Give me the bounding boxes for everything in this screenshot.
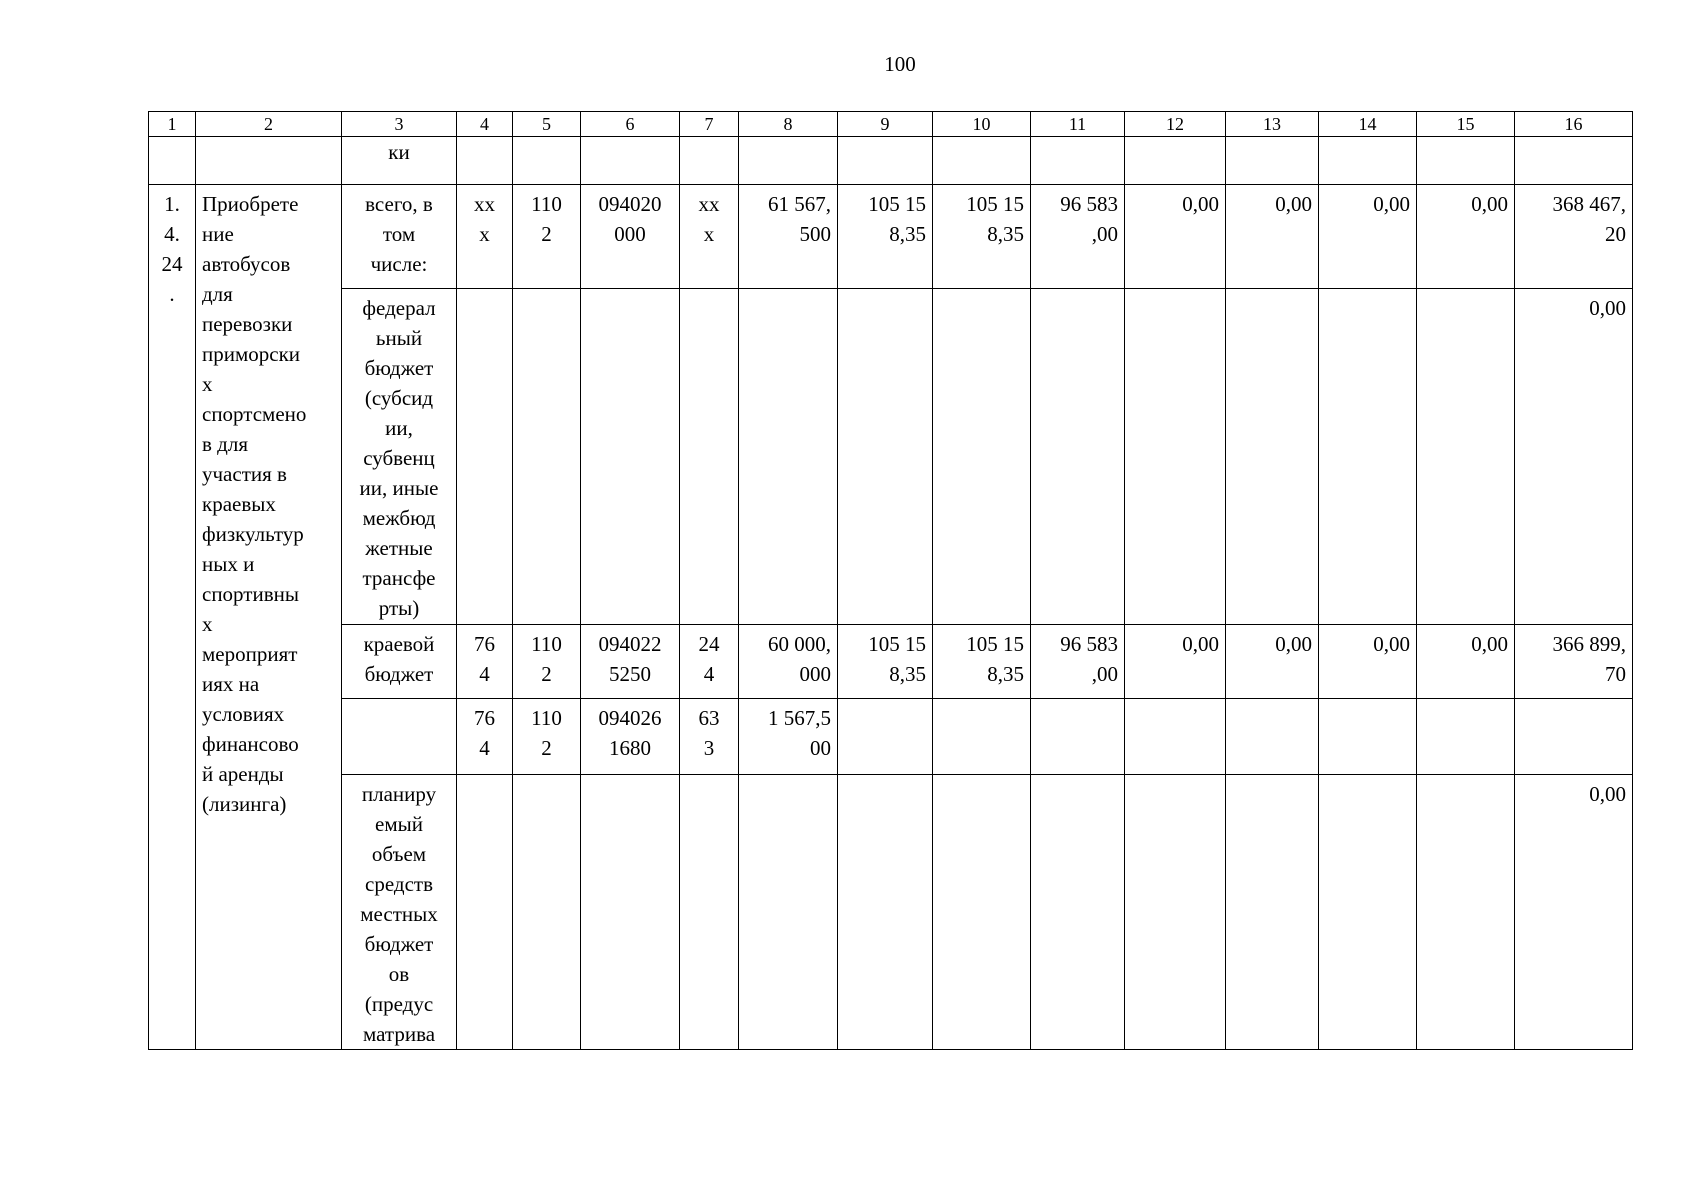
cell-target-code [581,775,680,1050]
column-header: 9 [838,112,933,137]
cell-value: 0,00 [1319,185,1417,289]
table-row [149,289,1633,625]
continuation-row [149,137,1633,185]
cell-value [838,289,933,625]
cell-value [739,775,838,1050]
cell-value [838,775,933,1050]
cell-value: 0,00 [1417,625,1515,699]
cell-value: 105 15 8,35 [838,185,933,289]
column-header: 16 [1515,112,1633,137]
cell-target-code: 094026 1680 [581,699,680,775]
cell-value: 105 15 8,35 [838,625,933,699]
column-header: 5 [513,112,581,137]
cell-expense-type: 63 3 [680,699,739,775]
cell-ministry-code [457,775,513,1050]
cell-value [1319,699,1417,775]
cell-expense-type [680,289,739,625]
cell-total [1515,699,1633,775]
cell-value: 60 000, 000 [739,625,838,699]
column-header: 8 [739,112,838,137]
cell-value [1417,699,1515,775]
cell-value [1125,289,1226,625]
column-header: 4 [457,112,513,137]
cell-value: 0,00 [1226,185,1319,289]
cell-value [1417,289,1515,625]
cell-value [838,699,933,775]
cell-value [1226,289,1319,625]
cell-ministry-code [457,289,513,625]
column-header: 10 [933,112,1031,137]
cell-value [1125,699,1226,775]
cell-section-code: 110 2 [513,185,581,289]
cell-section-code [513,775,581,1050]
funding-source: краевой бюджет [342,625,457,699]
cell-value [933,699,1031,775]
column-header: 1 [149,112,196,137]
cell-ministry-code: 76 4 [457,699,513,775]
cell-value [1125,775,1226,1050]
funding-source: всего, в том числе: [342,185,457,289]
column-header: 15 [1417,112,1515,137]
cell-expense-type: хх х [680,185,739,289]
cell-value [1319,289,1417,625]
cell-target-code [581,289,680,625]
column-header: 14 [1319,112,1417,137]
cell-value: 0,00 [1319,625,1417,699]
cell-target-code: 094020 000 [581,185,680,289]
column-header: 11 [1031,112,1125,137]
cell-expense-type [680,775,739,1050]
cell-section-code [513,289,581,625]
cell-value [933,775,1031,1050]
column-header: 2 [196,112,342,137]
cell-value: 0,00 [1125,625,1226,699]
budget-table [148,111,1633,1050]
cell-ministry-code: хх х [457,185,513,289]
cell-value [1031,699,1125,775]
funding-source: федерал ьный бюджет (субсид ии, субвенц ии, иные межбюд жетные трансфе рты) [342,289,457,625]
cell-target-code: 094022 5250 [581,625,680,699]
column-header: 13 [1226,112,1319,137]
cell-value [1226,775,1319,1050]
cell-value: 1 567,5 00 [739,699,838,775]
continued-source-text: ки [342,137,457,185]
cell-total: 0,00 [1515,289,1633,625]
table-row [149,625,1633,699]
cell-value [933,289,1031,625]
table-row [149,185,1633,289]
cell-value: 61 567, 500 [739,185,838,289]
item-name: Приобрете ние автобусов для перевозки приморски х спортсмено в для участия в краевых физкультур ных и спортивны х мероприят иях на условиях финансово й аренды (лизинга) [196,185,342,1050]
cell-ministry-code: 76 4 [457,625,513,699]
cell-value: 105 15 8,35 [933,185,1031,289]
cell-expense-type: 24 4 [680,625,739,699]
cell-value: 96 583 ,00 [1031,625,1125,699]
cell-total: 366 899, 70 [1515,625,1633,699]
table-row [149,775,1633,1050]
cell-total: 368 467, 20 [1515,185,1633,289]
cell-value [739,289,838,625]
item-number: 1. 4. 24 . [149,185,196,1050]
cell-value [1319,775,1417,1050]
page-number: 100 [884,52,916,76]
funding-source: планиру емый объем средств местных бюджет ов (предус матрива [342,775,457,1050]
cell-value [1031,775,1125,1050]
funding-source [342,699,457,775]
cell-value: 105 15 8,35 [933,625,1031,699]
cell-section-code: 110 2 [513,625,581,699]
column-number-row [149,112,1633,137]
column-header: 7 [680,112,739,137]
cell-value [1417,775,1515,1050]
cell-value [1226,699,1319,775]
cell-value: 0,00 [1226,625,1319,699]
cell-value: 96 583 ,00 [1031,185,1125,289]
cell-value: 0,00 [1417,185,1515,289]
column-header: 6 [581,112,680,137]
column-header: 3 [342,112,457,137]
cell-section-code: 110 2 [513,699,581,775]
table-row [149,699,1633,775]
cell-total: 0,00 [1515,775,1633,1050]
cell-value [1031,289,1125,625]
column-header: 12 [1125,112,1226,137]
cell-value: 0,00 [1125,185,1226,289]
